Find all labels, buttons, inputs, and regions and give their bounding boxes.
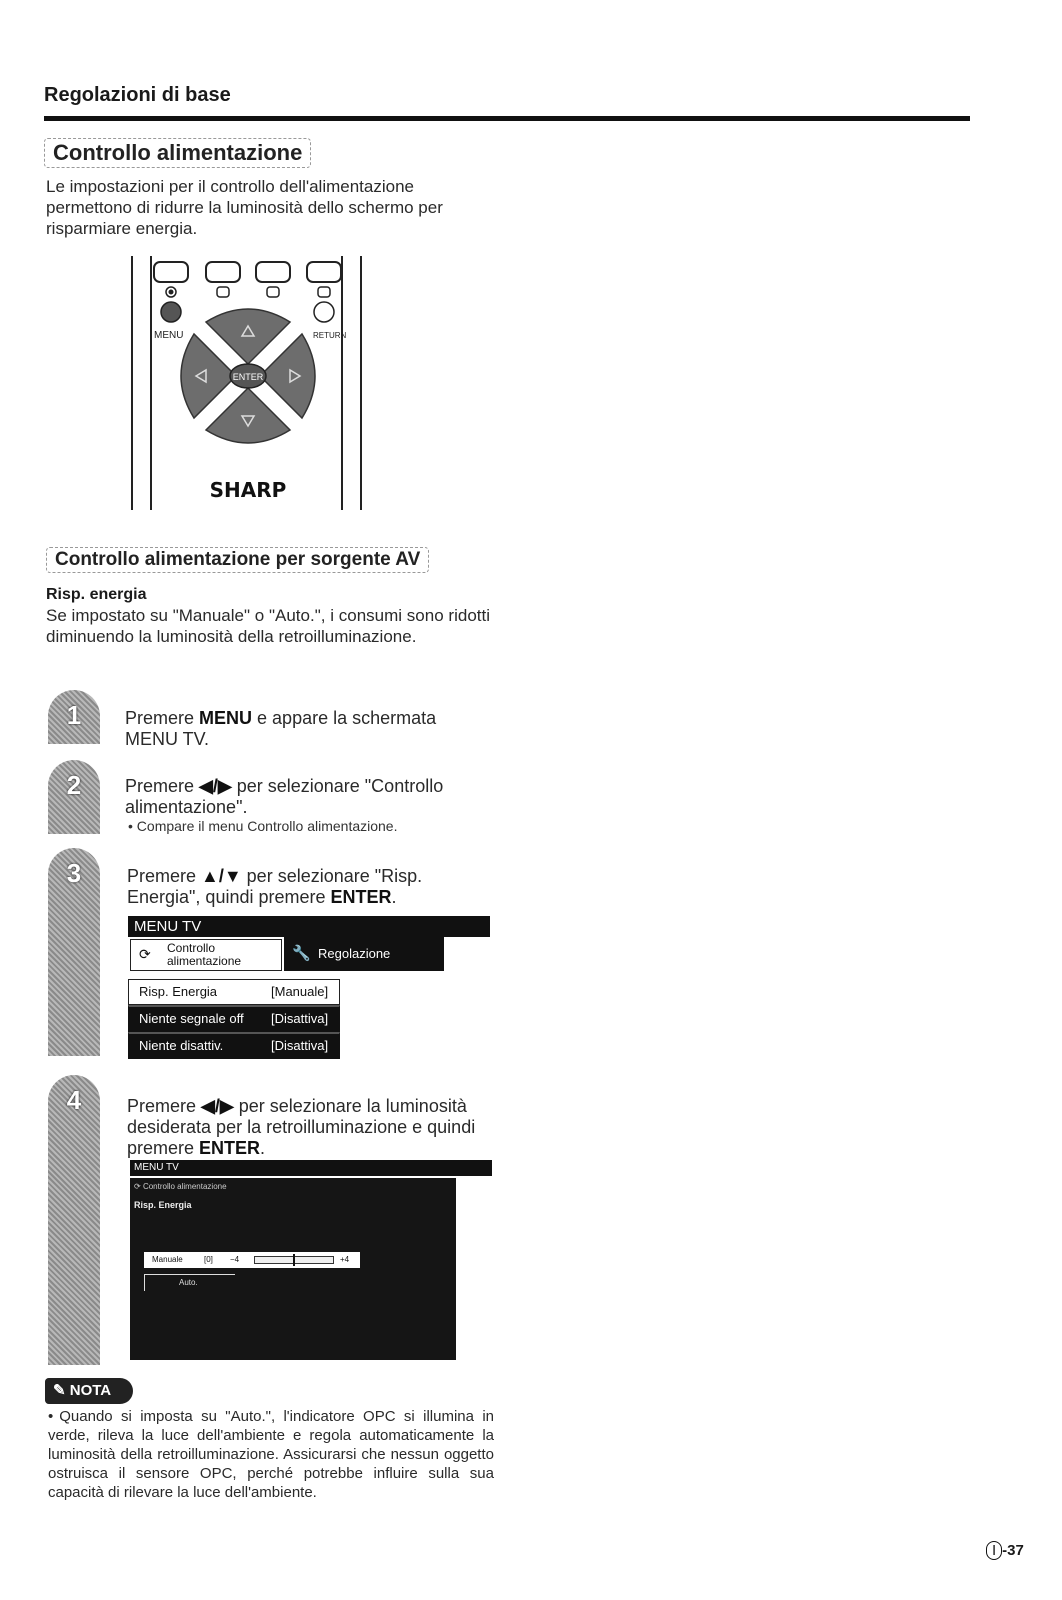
sharp-logo: SHARP	[209, 478, 287, 502]
slider-thumb[interactable]	[293, 1254, 295, 1266]
step-4-badge: 4	[48, 1075, 100, 1365]
section-title-power-control: Controllo alimentazione	[44, 138, 311, 168]
tools-icon: 🔧	[292, 945, 311, 962]
menu-tv-screenshot	[128, 916, 490, 1059]
section-title-av-source: Controllo alimentazione per sorgente AV	[46, 547, 429, 573]
tab-power-control-line2: alimentazione	[167, 954, 242, 968]
page-header: Regolazioni di base	[44, 84, 231, 106]
step-1-text: Premere MENU e appare la schermata MENU TV.	[125, 708, 437, 749]
menu-button-label: MENU	[154, 330, 184, 341]
brightness-slider[interactable]	[254, 1256, 334, 1264]
manual-row[interactable]: Manuale [0] −4 +4	[144, 1252, 360, 1268]
power-icon: ⟳	[139, 946, 151, 962]
tab-power-control[interactable]	[130, 939, 282, 971]
step-3-badge: 3	[48, 848, 100, 1056]
power-icon-small: ⟳	[134, 1182, 143, 1191]
menu2-breadcrumb: ⟳ Controllo alimentazione	[134, 1182, 227, 1191]
step-2-badge: 2	[48, 760, 100, 834]
tab-regolazione[interactable]	[284, 937, 444, 971]
lang-badge: I	[986, 1541, 1002, 1560]
enter-button-label: ENTER	[232, 372, 264, 382]
auto-row[interactable]: Auto.	[144, 1274, 235, 1291]
page-number: I -37	[986, 1541, 1024, 1560]
section-intro: Le impostazioni per il controllo dell'alimentazione permettono di ridurre la luminosità dello schermo per risparmiare energia.	[46, 177, 443, 238]
risp-energia-screenshot	[130, 1160, 492, 1360]
tab-regolazione-label: Regolazione	[318, 946, 391, 961]
nota-badge: ✎ NOTA	[45, 1378, 133, 1404]
step-4-text: Premere ◀/▶ per selezionare la luminosità desiderata per la retroilluminazione e quindi premere ENTER.	[127, 1096, 476, 1158]
tab-power-control-line1: Controllo	[167, 941, 216, 955]
subtitle-risp-energia: Risp. energia	[46, 586, 147, 603]
menu-tv-bar-2: MENU TV	[130, 1160, 492, 1176]
step-2-text: Premere ◀/▶ per selezionare "Controllo alimentazione".	[125, 776, 444, 817]
pencil-icon: ✎	[53, 1382, 66, 1399]
menu-row-niente-disattiv[interactable]: Niente disattiv. [Disattiva]	[128, 1032, 340, 1059]
step-2-bullet: • Compare il menu Controllo alimentazione.	[128, 818, 398, 834]
remote-svg	[128, 252, 368, 514]
step-3-text: Premere ▲/▼ per selezionare "Risp. Energia", quindi premere ENTER.	[127, 866, 423, 907]
menu-row-risp-energia[interactable]: Risp. Energia [Manuale]	[128, 979, 340, 1005]
menu2-title: Risp. Energia	[134, 1200, 192, 1210]
section2-text: Se impostato su "Manuale" o "Auto.", i consumi sono ridotti diminuendo la luminosità della retroilluminazione.	[46, 606, 490, 646]
header-rule	[44, 116, 970, 121]
menu-row-niente-segnale[interactable]: Niente segnale off [Disattiva]	[128, 1005, 340, 1032]
nota-text: • Quando si imposta su "Auto.", l'indicatore OPC si illumina in verde, rileva la luce dell'ambiente e regola automaticamente la luminosità della retroilluminazione. Assicurarsi che nessun oggetto ostruisca il sensore OPC, perché potrebbe influire sulla sua capacità di rilevare la luce dell'ambiente.	[48, 1408, 494, 1501]
step-1-badge: 1	[48, 690, 100, 744]
return-button-label: RETURN	[313, 331, 347, 340]
remote-control-illustration	[128, 252, 368, 514]
menu2-panel	[130, 1178, 456, 1360]
menu-tv-bar: MENU TV	[128, 916, 490, 937]
